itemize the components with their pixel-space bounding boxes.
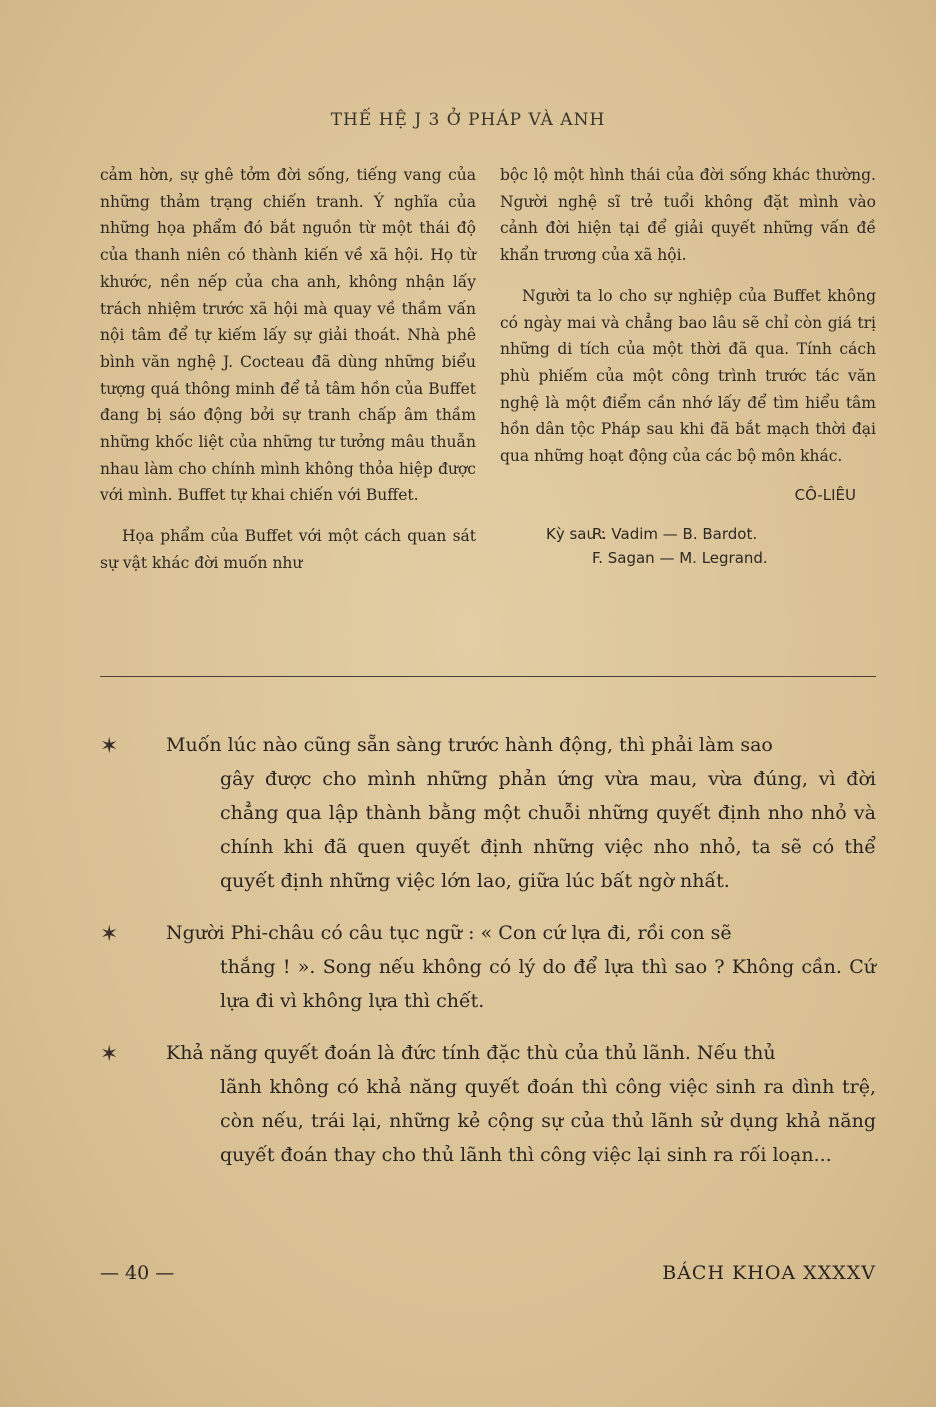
maxim-item [100,916,876,1018]
maxim-item [100,728,876,898]
next-issue-label: Kỳ sau : [546,525,606,544]
left-paragraph-1: cảm hờn, sự ghê tởm đời sống, tiếng vang của những thảm trạng chiến tranh. Ý nghĩa của những họa phẩm đó bắt nguồn từ một thái độ của thanh niên có thành kiến về xã hội. Họ từ khước, nền nếp của cha anh, không nhận lấy trách nhiệm trước xã hội mà quay về thầm vấn nội tâm để tự kiếm lấy sự giải thoát. Nhà phê bình văn nghệ J. Cocteau đã dùng những biểu tượng quá thông minh để tả tâm hồn của Buffet đang bị sáo động bởi sự tranh chấp âm thầm những khốc liệt của những tư tưởng mâu thuẫn nhau làm cho chính mình không thỏa hiệp được với mình. Buffet tự khai chiến với Buffet. [100,166,476,505]
maxim-first-line: Muốn lúc nào cũng sẵn sàng trước hành động, thì phải làm sao [166,734,773,756]
maxim-first-line: Khả năng quyết đoán là đức tính đặc thù của thủ lãnh. Nếu thủ [166,1042,776,1064]
right-paragraph-1: bộc lộ một hình thái của đời sống khác thường. Người nghệ sĩ trẻ tuổi không đặt mình vào cảnh đời hiện tại để giải quyết những vấn đề khẩn trương của xã hội. [500,166,876,265]
next-issue-line-1: R. Vadim — B. Bardot. [592,525,758,544]
star-bullet-icon: ✶ [100,922,119,947]
maxim-continuation: gây được cho mình những phản ứng vừa mau, vừa đúng, vì đời chẳng qua lập thành bằng một chuỗi những quyết định nho nhỏ và chính khi đã quen quyết định những việc nho nhỏ, ta sẽ có thể quyết định những việc lớn lao, giữa lúc bất ngờ nhất. [220,768,876,892]
maxim-item [100,1036,876,1172]
star-bullet-icon: ✶ [100,1042,119,1067]
next-issue-line-2: F. Sagan — M. Legrand. [592,549,768,568]
publication-name: BÁCH KHOA XXXXV [662,1262,876,1284]
running-head: THẾ HỆ J 3 Ở PHÁP VÀ ANH [330,110,606,130]
section-divider [100,676,876,677]
maxims-section [100,728,876,1190]
maxim-first-line: Người Phi-châu có câu tục ngữ : « Con cứ lựa đi, rồi con sẽ [166,922,732,944]
star-bullet-icon: ✶ [100,734,119,759]
left-column [100,162,476,577]
maxim-continuation: thắng ! ». Song nếu không có lý do để lựa thì sao ? Không cần. Cứ lựa đi vì không lựa thì chết. [220,956,876,1012]
page-number: — 40 — [100,1262,175,1284]
right-column [500,162,876,570]
page-footer [100,1262,876,1284]
next-issue-notice [500,522,876,570]
author-signature: CÔ-LIÊU [794,485,856,504]
maxim-continuation: lãnh không có khả năng quyết đoán thì công việc sinh ra dình trệ, còn nếu, trái lại, những kẻ cộng sự của thủ lãnh sử dụng khả năng quyết đoán thay cho thủ lãnh thì công việc lại sinh ra rối loạn... [220,1076,876,1166]
left-paragraph-2: Họa phẩm của Buffet với một cách quan sát sự vật khác đời muốn như [100,527,476,572]
right-paragraph-2: Người ta lo cho sự nghiệp của Buffet không có ngày mai và chẳng bao lâu sẽ chỉ còn giá trị những di tích của một thời đã qua. Tính cách phù phiếm của một công trình trước tác văn nghệ là một điểm cần nhớ lấy để tìm hiểu tâm hồn dân tộc Pháp sau khi đã bắt mạch thời đại qua những hoạt động của các bộ môn khác. [500,286,876,466]
